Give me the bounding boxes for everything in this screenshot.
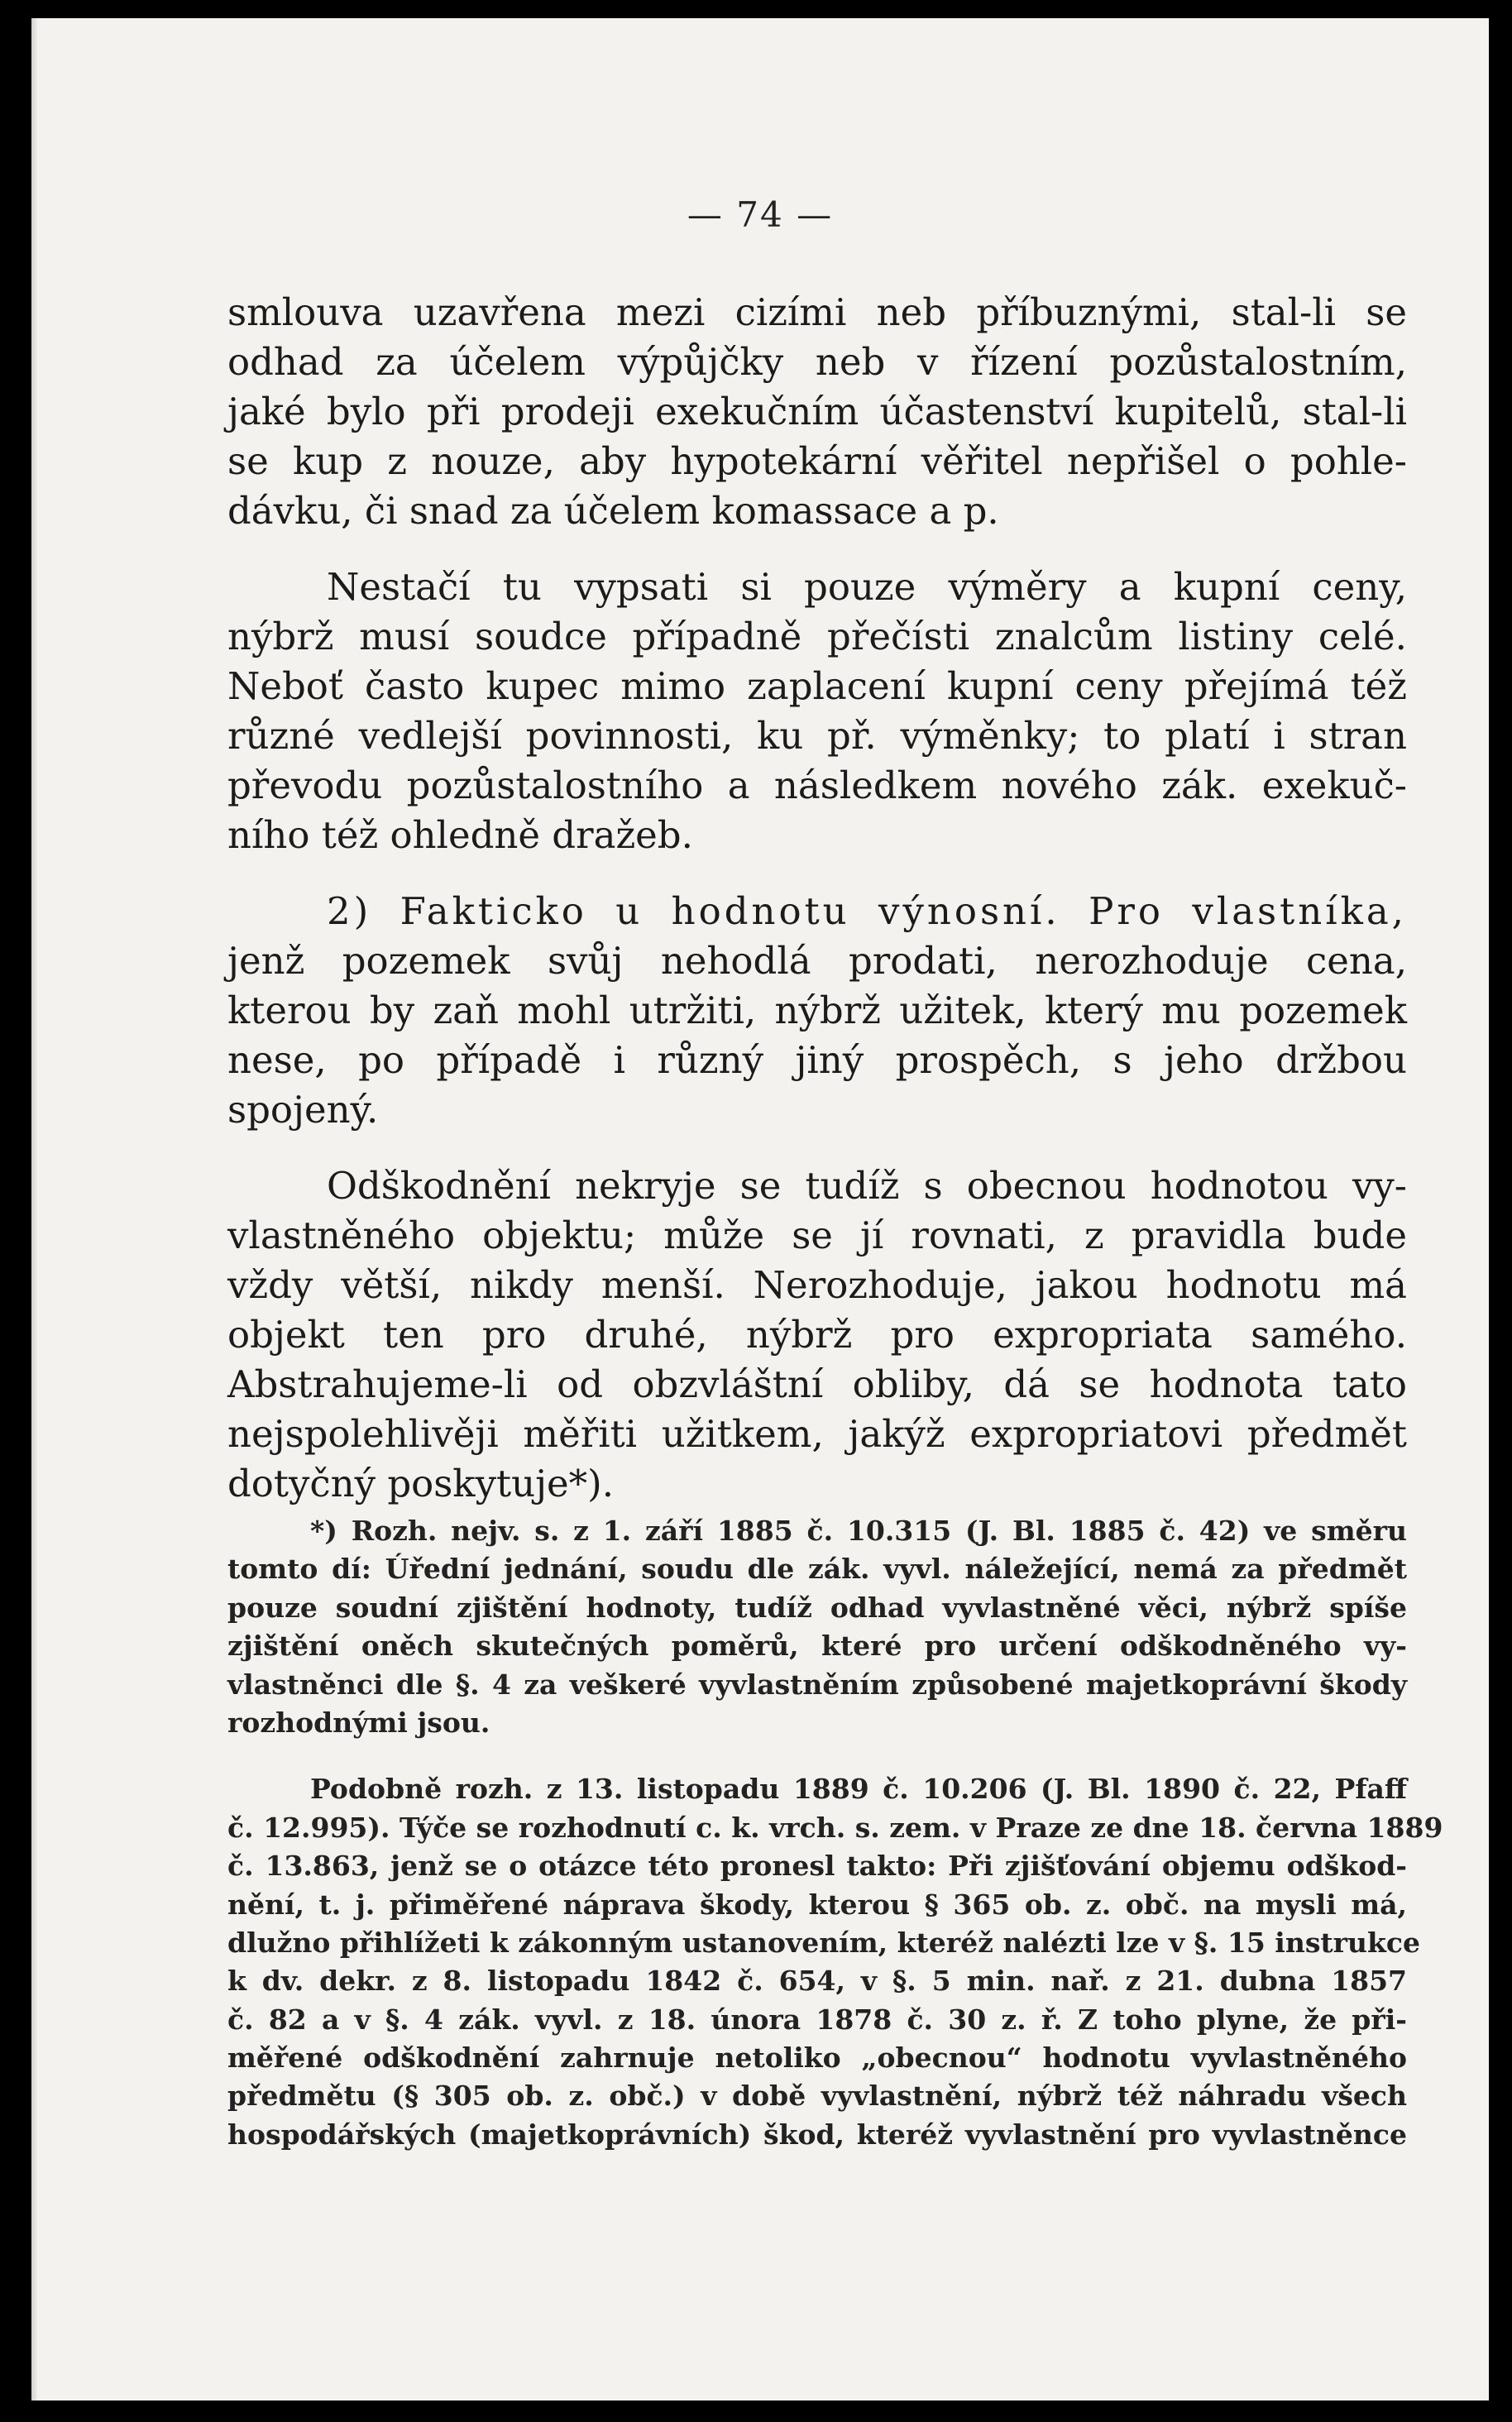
footnote-line: č. 82 a v §. 4 zák. vyvl. z 18. února 1878 č. 30 z. ř. Z toho plyne, že při- xyxy=(227,2003,1407,2036)
page-number: — 74 — xyxy=(687,194,834,235)
footnote xyxy=(227,1770,1443,2154)
footnote-line: tomto dí: Úřední jednání, soudu dle zák. vyvl. náležející, nemá za předmět xyxy=(227,1553,1407,1586)
paragraph xyxy=(227,288,1407,536)
text-line: Abstrahujeme-li od obzvláštní obliby, dá se hodnota tato xyxy=(227,1362,1407,1406)
footnote-line: hospodářských (majetkoprávních) škod, kteréž vyvlastnění pro vyvlastněnce xyxy=(227,2118,1407,2151)
text-line: nýbrž musí soudce případně přečísti znalcům listiny celé. xyxy=(227,615,1407,658)
footnote-line: Podobně rozh. z 13. listopadu 1889 č. 10.206 (J. Bl. 1890 č. 22, Pfaff xyxy=(310,1773,1407,1806)
text-line: vlastněného objektu; může se jí rovnati, z pravidla bude xyxy=(227,1213,1407,1257)
text-line: vždy větší, nikdy menší. Nerozhoduje, jakou hodnotu má xyxy=(227,1263,1407,1307)
text-line: dotyčný poskytuje*). xyxy=(227,1462,615,1505)
text-line: Neboť často kupec mimo zaplacení kupní ceny přejímá též xyxy=(227,664,1407,708)
paragraph xyxy=(227,562,1407,860)
footnote xyxy=(227,1512,1407,1742)
paragraph xyxy=(227,887,1407,1135)
text-line: dávku, či snad za účelem komassace a p. xyxy=(227,489,999,533)
footnotes xyxy=(227,1512,1443,2154)
page-edge-shadow xyxy=(31,18,38,2400)
text-line: smlouva uzavřena mezi cizími neb příbuznými, stal-li se xyxy=(227,290,1407,334)
text-line: jenž pozemek svůj nehodlá prodati, nerozhoduje cena, xyxy=(227,939,1407,983)
footnote-line: nění, t. j. přiměřené náprava škody, kterou § 365 ob. z. obč. na mysli má, xyxy=(227,1888,1407,1921)
text-line: kterou by zaň mohl utržiti, nýbrž užitek, který mu pozemek xyxy=(227,988,1407,1032)
text-line: převodu pozůstalostního a následkem nového zák. exekuč- xyxy=(227,763,1407,807)
main-text xyxy=(227,288,1407,1509)
text-line: spojený. xyxy=(227,1088,379,1132)
text-line: Nestačí tu vypsati si pouze výměry a kupní ceny, xyxy=(327,565,1407,609)
text-line: různé vedlejší povinnosti, ku př. výměnky; to platí i stran xyxy=(227,714,1407,758)
footnote-line: č. 12.995). Týče se rozhodnutí c. k. vrch. s. zem. v Praze ze dne 18. června 1889 xyxy=(227,1811,1443,1844)
text-line: Odškodnění nekryje se tudíž s obecnou hodnotou vy- xyxy=(327,1164,1407,1208)
paragraph xyxy=(227,1161,1407,1509)
footnote-line: *) Rozh. nejv. s. z 1. září 1885 č. 10.315 (J. Bl. 1885 č. 42) ve směru xyxy=(310,1515,1407,1547)
footnote-line: č. 13.863, jenž se o otázce této pronesl takto: Při zjišťování objemu odškod- xyxy=(227,1850,1407,1883)
text-line: nese, po případě i různý jiný prospěch, s jeho držbou xyxy=(227,1038,1407,1082)
text-line: nejspolehlivěji měřiti užitkem, jakýž expropriatovi předmět xyxy=(227,1412,1407,1456)
footnote-line: rozhodnými jsou. xyxy=(227,1706,490,1739)
footnote-line: předmětu (§ 305 ob. z. obč.) v době vyvlastnění, nýbrž též náhradu všech xyxy=(227,2080,1407,2113)
footnote-line: dlužno přihlížeti k zákonným ustanovením, kteréž nalézti lze v §. 15 instrukce xyxy=(227,1926,1420,1959)
footnote-line: měřené odškodnění zahrnuje netoliko „obecnou“ hodnotu vyvlastněného xyxy=(227,2041,1407,2075)
footnote-line: vlastněnci dle §. 4 za veškeré vyvlastněním způsobené majetkoprávní škody xyxy=(227,1668,1407,1701)
text-line: odhad za účelem výpůjčky neb v řízení pozůstalostním, xyxy=(227,340,1407,384)
footnote-line: k dv. dekr. z 8. listopadu 1842 č. 654, v §. 5 min. nař. z 21. dubna 1857 xyxy=(227,1965,1407,1998)
text-line: objekt ten pro druhé, nýbrž pro expropriata samého. xyxy=(227,1313,1407,1357)
text-line: jaké bylo při prodeji exekučním účastenství kupitelů, stal-li xyxy=(227,390,1407,433)
text-line: 2) Fakticko u hodnotu výnosní. Pro vlastníka, xyxy=(327,889,1407,933)
footnote-line: zjištění oněch skutečných poměrů, které pro určení odškodněného vy- xyxy=(227,1630,1407,1663)
scanned-page xyxy=(31,18,1489,2400)
footnote-line: pouze soudní zjištění hodnoty, tudíž odhad vyvlastněné věci, nýbrž spíše xyxy=(227,1591,1407,1624)
text-line: ního též ohledně dražeb. xyxy=(227,813,693,857)
text-line: se kup z nouze, aby hypotekární věřitel nepřišel o pohle- xyxy=(227,439,1407,483)
